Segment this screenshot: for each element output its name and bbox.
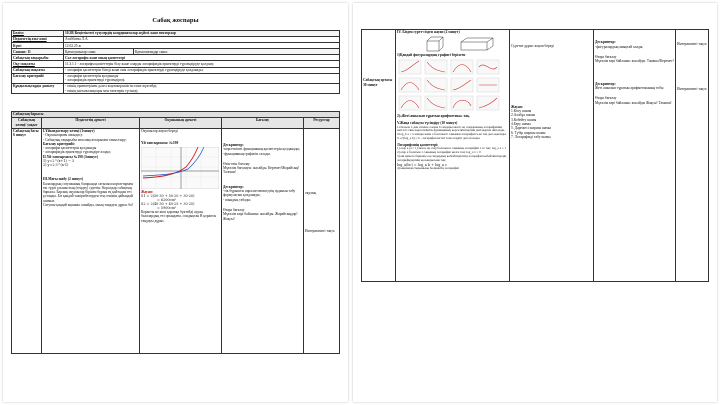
course-table (11, 111, 340, 354)
text-line: = 5900cm² (157, 206, 177, 211)
text-line: = 6200cm² (157, 197, 177, 202)
text-line: 7. Логарифмді табу шамы (511, 134, 551, 139)
text-line: 1)Қандай фигуралардың графигі берілген (397, 52, 466, 57)
text-line: 2)«Жеті ашылып тұратын арифметика» тақ. (397, 114, 470, 119)
exponent-graph-image (141, 147, 219, 189)
text-line: - логарифм қасиеттерін қолданады (43, 146, 97, 151)
text-line: 1) егер а (а > 1) мен к оң сан) болатын в санының логарифмі 1 ге тең: log_a a = 1 (397, 146, 507, 151)
text-line: Өзара бағалау (595, 55, 617, 60)
resources-cell (304, 128, 340, 353)
objective-label: Оқу мақсаты (12, 61, 64, 67)
text-line: 4) ықшамдастырынызы бөлшектің логарифмі (397, 165, 459, 170)
header-row-criteria (12, 73, 340, 83)
text-line: - шындық табады; (223, 197, 251, 202)
text-line: Мұғалім бағалауы: жасайды. Керемет!Жарайсың!Талпын! (223, 166, 300, 175)
resources-cell (676, 30, 709, 282)
date-value: 12.02.25 ж (64, 43, 340, 49)
header-row-values (12, 84, 340, 94)
stage-cell (362, 30, 396, 282)
teacher-label: Педагогтің аты-жөні (12, 37, 64, 43)
course-table-continued (361, 29, 709, 282)
goal-value: - логарифм қасиеттерін біледі және оны логарифмдік өрнектерді түрлендіруде қолданады; (64, 67, 340, 73)
text-line: 1.Он көзе 1-ден өзгеше а және b сандары мен b оң сандарының логарифмінің негізі b саны көрсеткіштік функцияның көрсеткіштерінің негіздеріне айтылды. 2.log_b a = x ашады және а болатын b санымен логарифмі x-ке тең деп оқылады. (397, 124, 507, 137)
header-table (11, 30, 340, 94)
col-student: Оқушының әрекеті (140, 118, 222, 128)
table-row (362, 30, 709, 282)
text-line: Өзін-өзін бағалау (223, 161, 250, 166)
text-line: I.Ұйымдастыру кезеңі (1минут) (43, 128, 95, 133)
text-line: 2) егер а болатын 1 санының логарифмі нөлге тең: log_a 1 = 0 (397, 150, 481, 155)
assessment-cell (222, 128, 304, 353)
text-line: Оқушылар жауап береді (141, 128, 178, 133)
student-cell (140, 128, 222, 353)
text-line: -фигуралардың анықтай алады; (595, 44, 644, 49)
section-label: Бөлім: (12, 31, 64, 37)
text-line: S2 = 2(40·30 + 40·25 + 30·25) (141, 201, 195, 206)
goal-label: Сабақтың мақсаты (12, 67, 64, 73)
present-label: Қатысушылар саны: (64, 49, 134, 55)
text-line: - Оқушылармен амандасу. (43, 133, 83, 138)
col-teacher: Педагогтің әрекеті (42, 118, 140, 128)
values-label: Құндылықтарды дамыту (12, 84, 64, 94)
section-value: 10.3В Кеңістіктегі түзулердің координаталар жүйесі және векторлар (64, 31, 340, 37)
text-line: Сатушы қандай ақшаны санайды, оның тандауы дұрыс ба? (43, 203, 134, 208)
text-line: 1) y=2^(x+1) − 3 (43, 159, 75, 164)
teacher-cell (42, 128, 140, 353)
text-line: Дескриптор: (223, 142, 244, 147)
text-line: Өзара бағалау (223, 208, 245, 213)
objective-value: 11.3.1.1 - логарифм қасиеттерін білу және оларды логарифмдік өрнектерді түрлендіруде қолдану; (64, 61, 340, 67)
text-line: -функцияның графигін салады. (223, 151, 271, 156)
topic-label: Сабақтың тақырыбы (12, 55, 64, 61)
text-line: Мұғалім көрі байланыс жасайды. Жарайсыңдар! Жақсы! (223, 212, 298, 221)
text-line: Суретке дұрыс жауап береді (511, 44, 555, 49)
column-headers (12, 118, 340, 128)
text-line: II.Үй тапсырмасы №190 (3минут) (43, 154, 98, 159)
text-line: - логарифмдік өрнектерді түрлендіре алады; (43, 150, 111, 155)
topic-value: Сол логарифм және оның қасиеттері (64, 55, 340, 61)
box-figures-image (397, 36, 505, 52)
date-label: Күні: (12, 43, 64, 49)
text-line: Мұғалім кері байланыс жасайды Жақсы! Тамаша! (595, 100, 672, 105)
text-line: 6. Түбір шаршы шамы (511, 130, 546, 135)
function-graphs-image (397, 58, 505, 112)
assessment-cell (594, 30, 676, 282)
text-line: 3) екі немесе бірнеше оң сандардың көбейтіндісінің логарифмі көбейткіштердің логарифмдерінің қосындысына тең: (397, 154, 507, 162)
text-line: Жеті ашылып тұратын арифметиканың тобы (595, 85, 664, 90)
text-line: Интерактивті тақта (677, 42, 707, 47)
text-line: Дескриптор: (223, 184, 244, 189)
stage-cell: Сабақтың басы 6 минут (12, 128, 42, 353)
col-resources: Ресурстар (304, 118, 340, 128)
text-line: Дескриптор: (595, 81, 616, 86)
text-line: оқулық (305, 190, 317, 195)
text-line: Мұғалім кері байланыс жасайды. Тамаша!Керемет! (595, 59, 674, 64)
text-line: Жауап: (511, 104, 523, 109)
text-line: Логарифмнің қасиеттері: (397, 143, 439, 148)
student-cell (510, 30, 594, 282)
col-assessment: Бағалау (222, 118, 304, 128)
text-line: 1.Көсу шамы (511, 109, 532, 114)
teacher-value: Атаббаева Л.А. (64, 37, 340, 43)
text-line: Дескриптор: (595, 40, 616, 45)
text-line: S1 = 2(50·30 + 50·20 + 30·20) (141, 193, 195, 198)
text-line: Корапты не кіші қорапқа бүктейді аудан, балалардың тез орындағы, сондықтан В қорапты таңдауы дұрыс. (141, 210, 217, 223)
text-line: -көрсеткішті функцияның қасиеттерін қолданады; (223, 147, 300, 152)
table-row (12, 128, 340, 353)
text-line: -тік бұрышты параллелепипедтің ауданын табу формуласын қолданады; (223, 189, 296, 198)
text-line: IV. Бізден сурет-сізден жауап (2 минут) (397, 30, 460, 35)
text-line: 3.Кобейту шамы (511, 117, 537, 122)
col-stage: Сабақтың кезеңі/ уақыт (12, 118, 42, 128)
course-title: Сабақтың барысы (12, 112, 340, 118)
text-line: Өзара бағалау (595, 96, 617, 101)
text-line: Интерактивті тақта (305, 229, 335, 234)
text-line: 3. a^(log_a b) = b - логарифм негізгі тепе-теңдігі деп аталады. (397, 136, 481, 141)
lesson-plan-page-1 (3, 3, 348, 402)
text-line: - Сабақтың тақырыбы мен мақсаттарымен таныстыру; (43, 137, 127, 142)
text-line: Жауап: (141, 189, 153, 194)
text-line: V.Жаңа сабақты түсіндіру (10 минут) (397, 121, 458, 126)
text-line: 4.Беру шамы (511, 121, 531, 126)
text-line: Сабақтың ортасы 30 минут (363, 78, 393, 87)
class-label: Сынып: 11 (12, 49, 64, 55)
text-line: Интерактивті тақта (677, 86, 707, 91)
values-item: - өзінің ынталылықтары мен өзектерін түсінеді; (65, 88, 139, 93)
page-title: Сабақ жоспары (152, 17, 199, 24)
values-item: - өзінің өрнектерінен дәлел жауапкершілігін өзіне жүктейді; (65, 84, 158, 89)
criteria-label: Бағалау критерийі (12, 73, 64, 83)
text-line: 2) y=2·3^(x-1) (43, 163, 69, 168)
text-line: III.Мағы шабу (2 минут) (43, 177, 84, 182)
text-line: Үй тапсырмасы: №190 (141, 141, 179, 146)
text-line: Балалардың сатушының базарында сатылым кортаттармен екі түрлі ұсыныстың (теңдеу) суретін. Коралдар сабақтың барысы. Барлық оқушылар бірінен бұрын еқ қайтадан тез ұстанды. Біз қандай тәжірибелерден тең сенімін дайындай аламыз. (43, 181, 134, 203)
absent-label: Қатыспағандар саны: (134, 49, 340, 55)
text-line: 5. Дәрежесі шаршы шамы (511, 126, 551, 131)
text-line: Бағалау критерийі: (43, 141, 75, 146)
teacher-cell (396, 30, 510, 282)
text-line: log_a(bc) = log_a b + log_a c (397, 162, 447, 167)
criteria-item: - логарифм қасиеттерін қолданады (65, 74, 119, 79)
text-line: 2.Алабұл шамы (511, 113, 536, 118)
lesson-plan-page-2 (353, 3, 717, 402)
criteria-item: - логарифмдік өрнектерді түрлендіреді. (65, 78, 126, 83)
